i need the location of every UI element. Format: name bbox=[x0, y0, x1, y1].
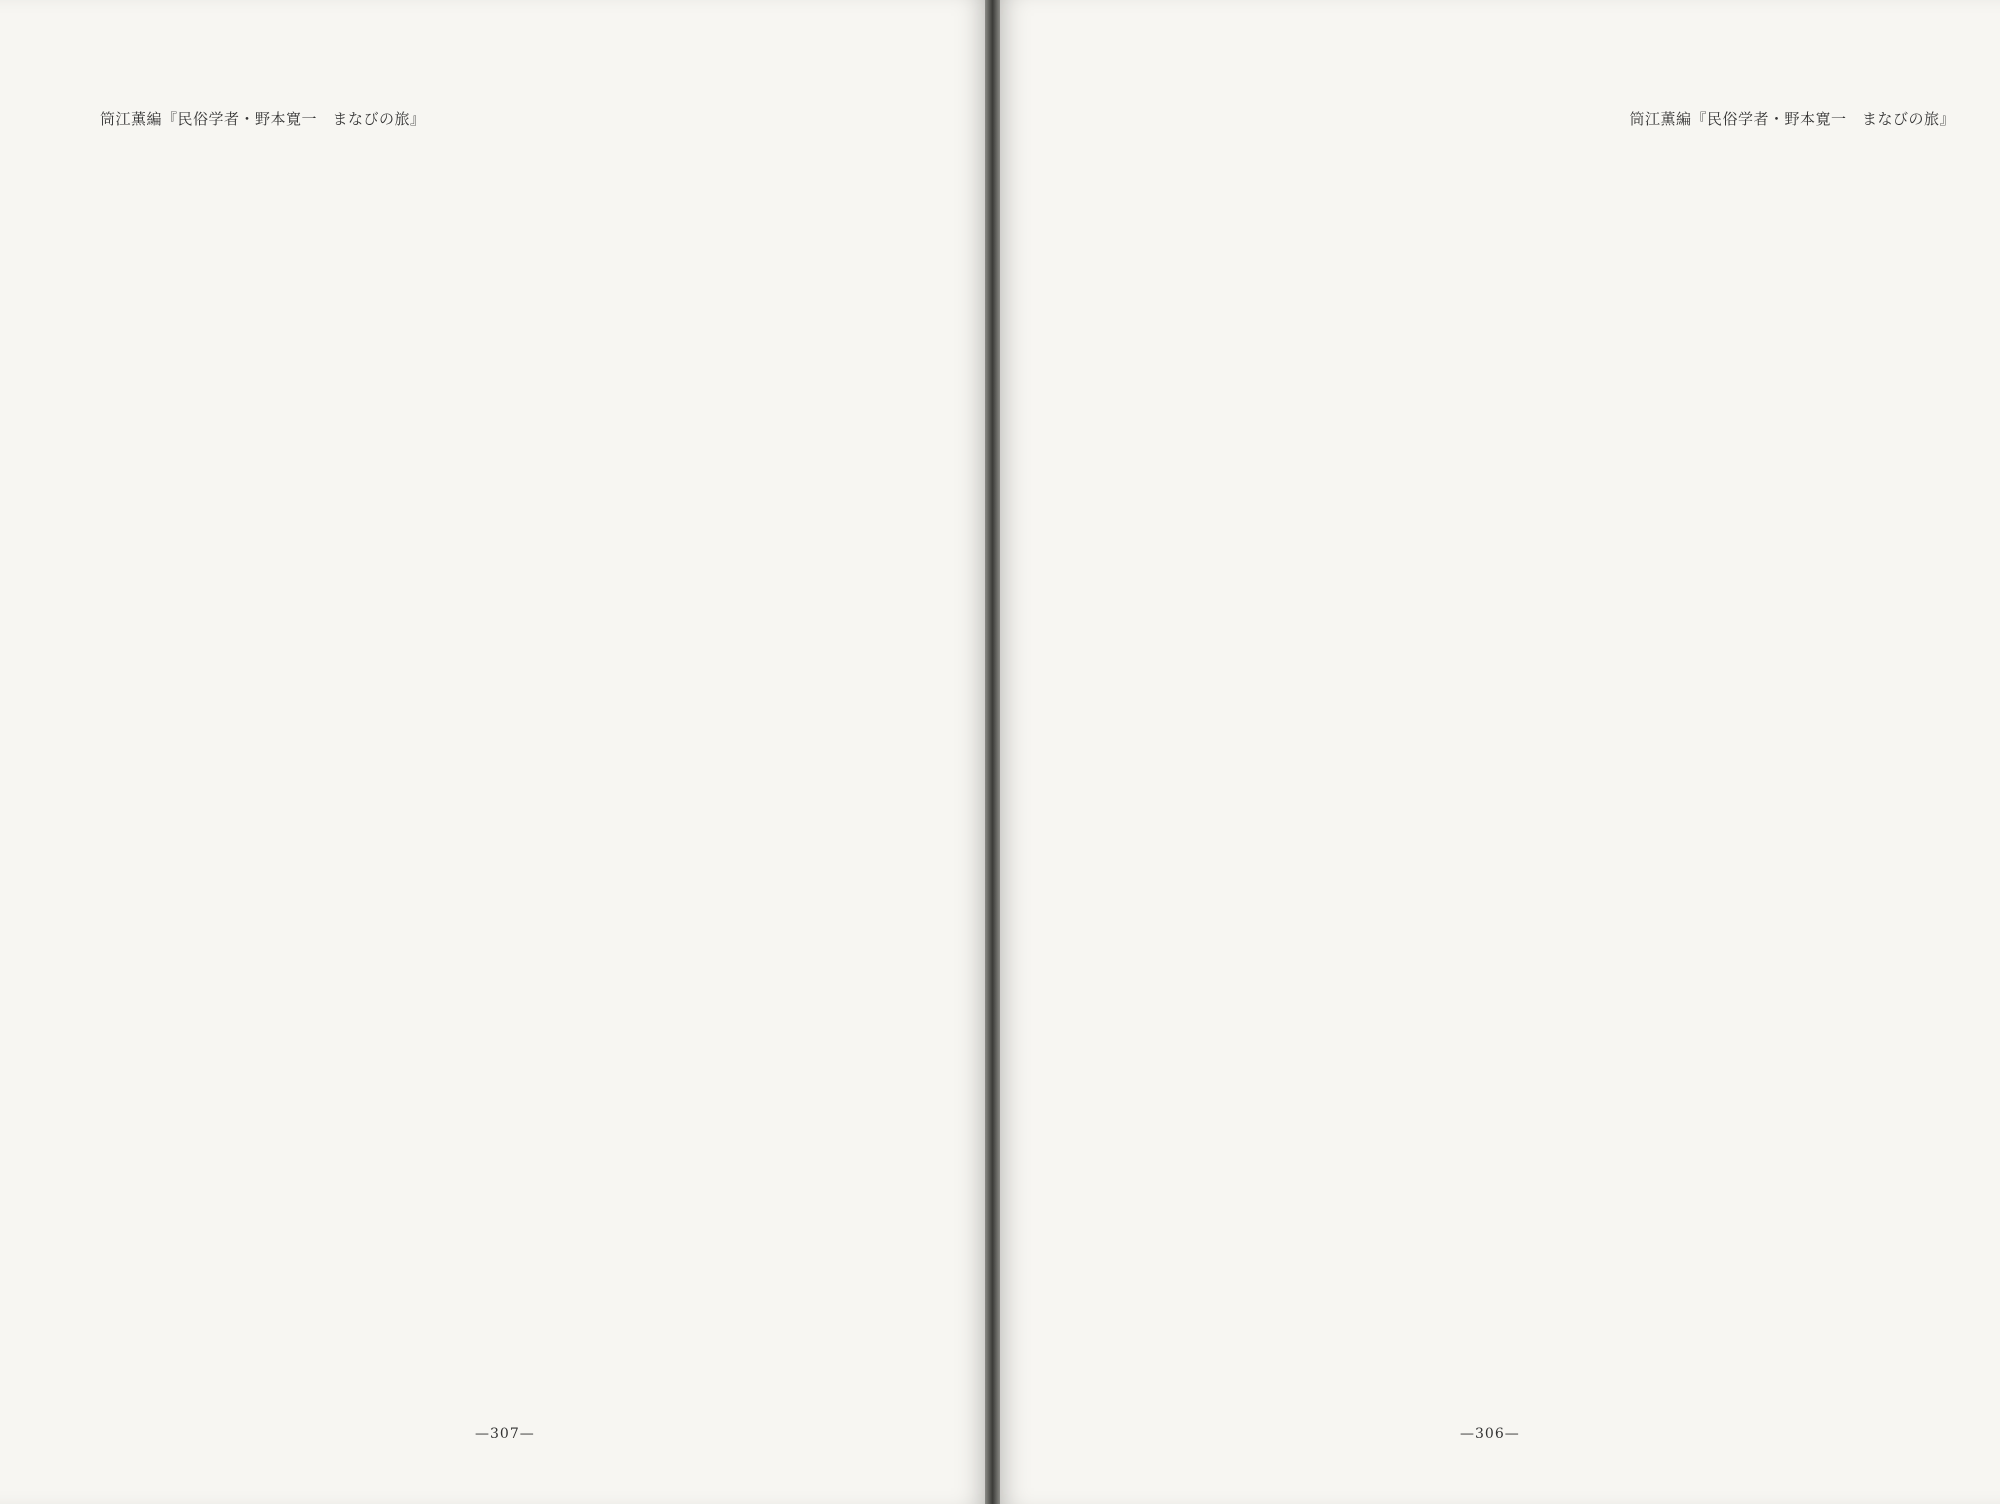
page-number-left: —307— bbox=[475, 1426, 535, 1442]
left-upper-text-block bbox=[140, 160, 910, 760]
right-upper-text-block bbox=[1105, 160, 1905, 760]
page-307 bbox=[0, 0, 985, 1504]
right-lower-text-block bbox=[1105, 775, 1905, 1375]
left-lower-text-block bbox=[140, 775, 910, 1375]
page-number-right: —306— bbox=[1460, 1426, 1520, 1442]
running-header-right: 筒江薫編『民俗学者・野本寛一 まなびの旅』 bbox=[1629, 110, 1955, 128]
book-gutter bbox=[985, 0, 1000, 1504]
page-306 bbox=[1000, 0, 2000, 1504]
running-header-left: 筒江薫編『民俗学者・野本寛一 まなびの旅』 bbox=[100, 110, 426, 128]
